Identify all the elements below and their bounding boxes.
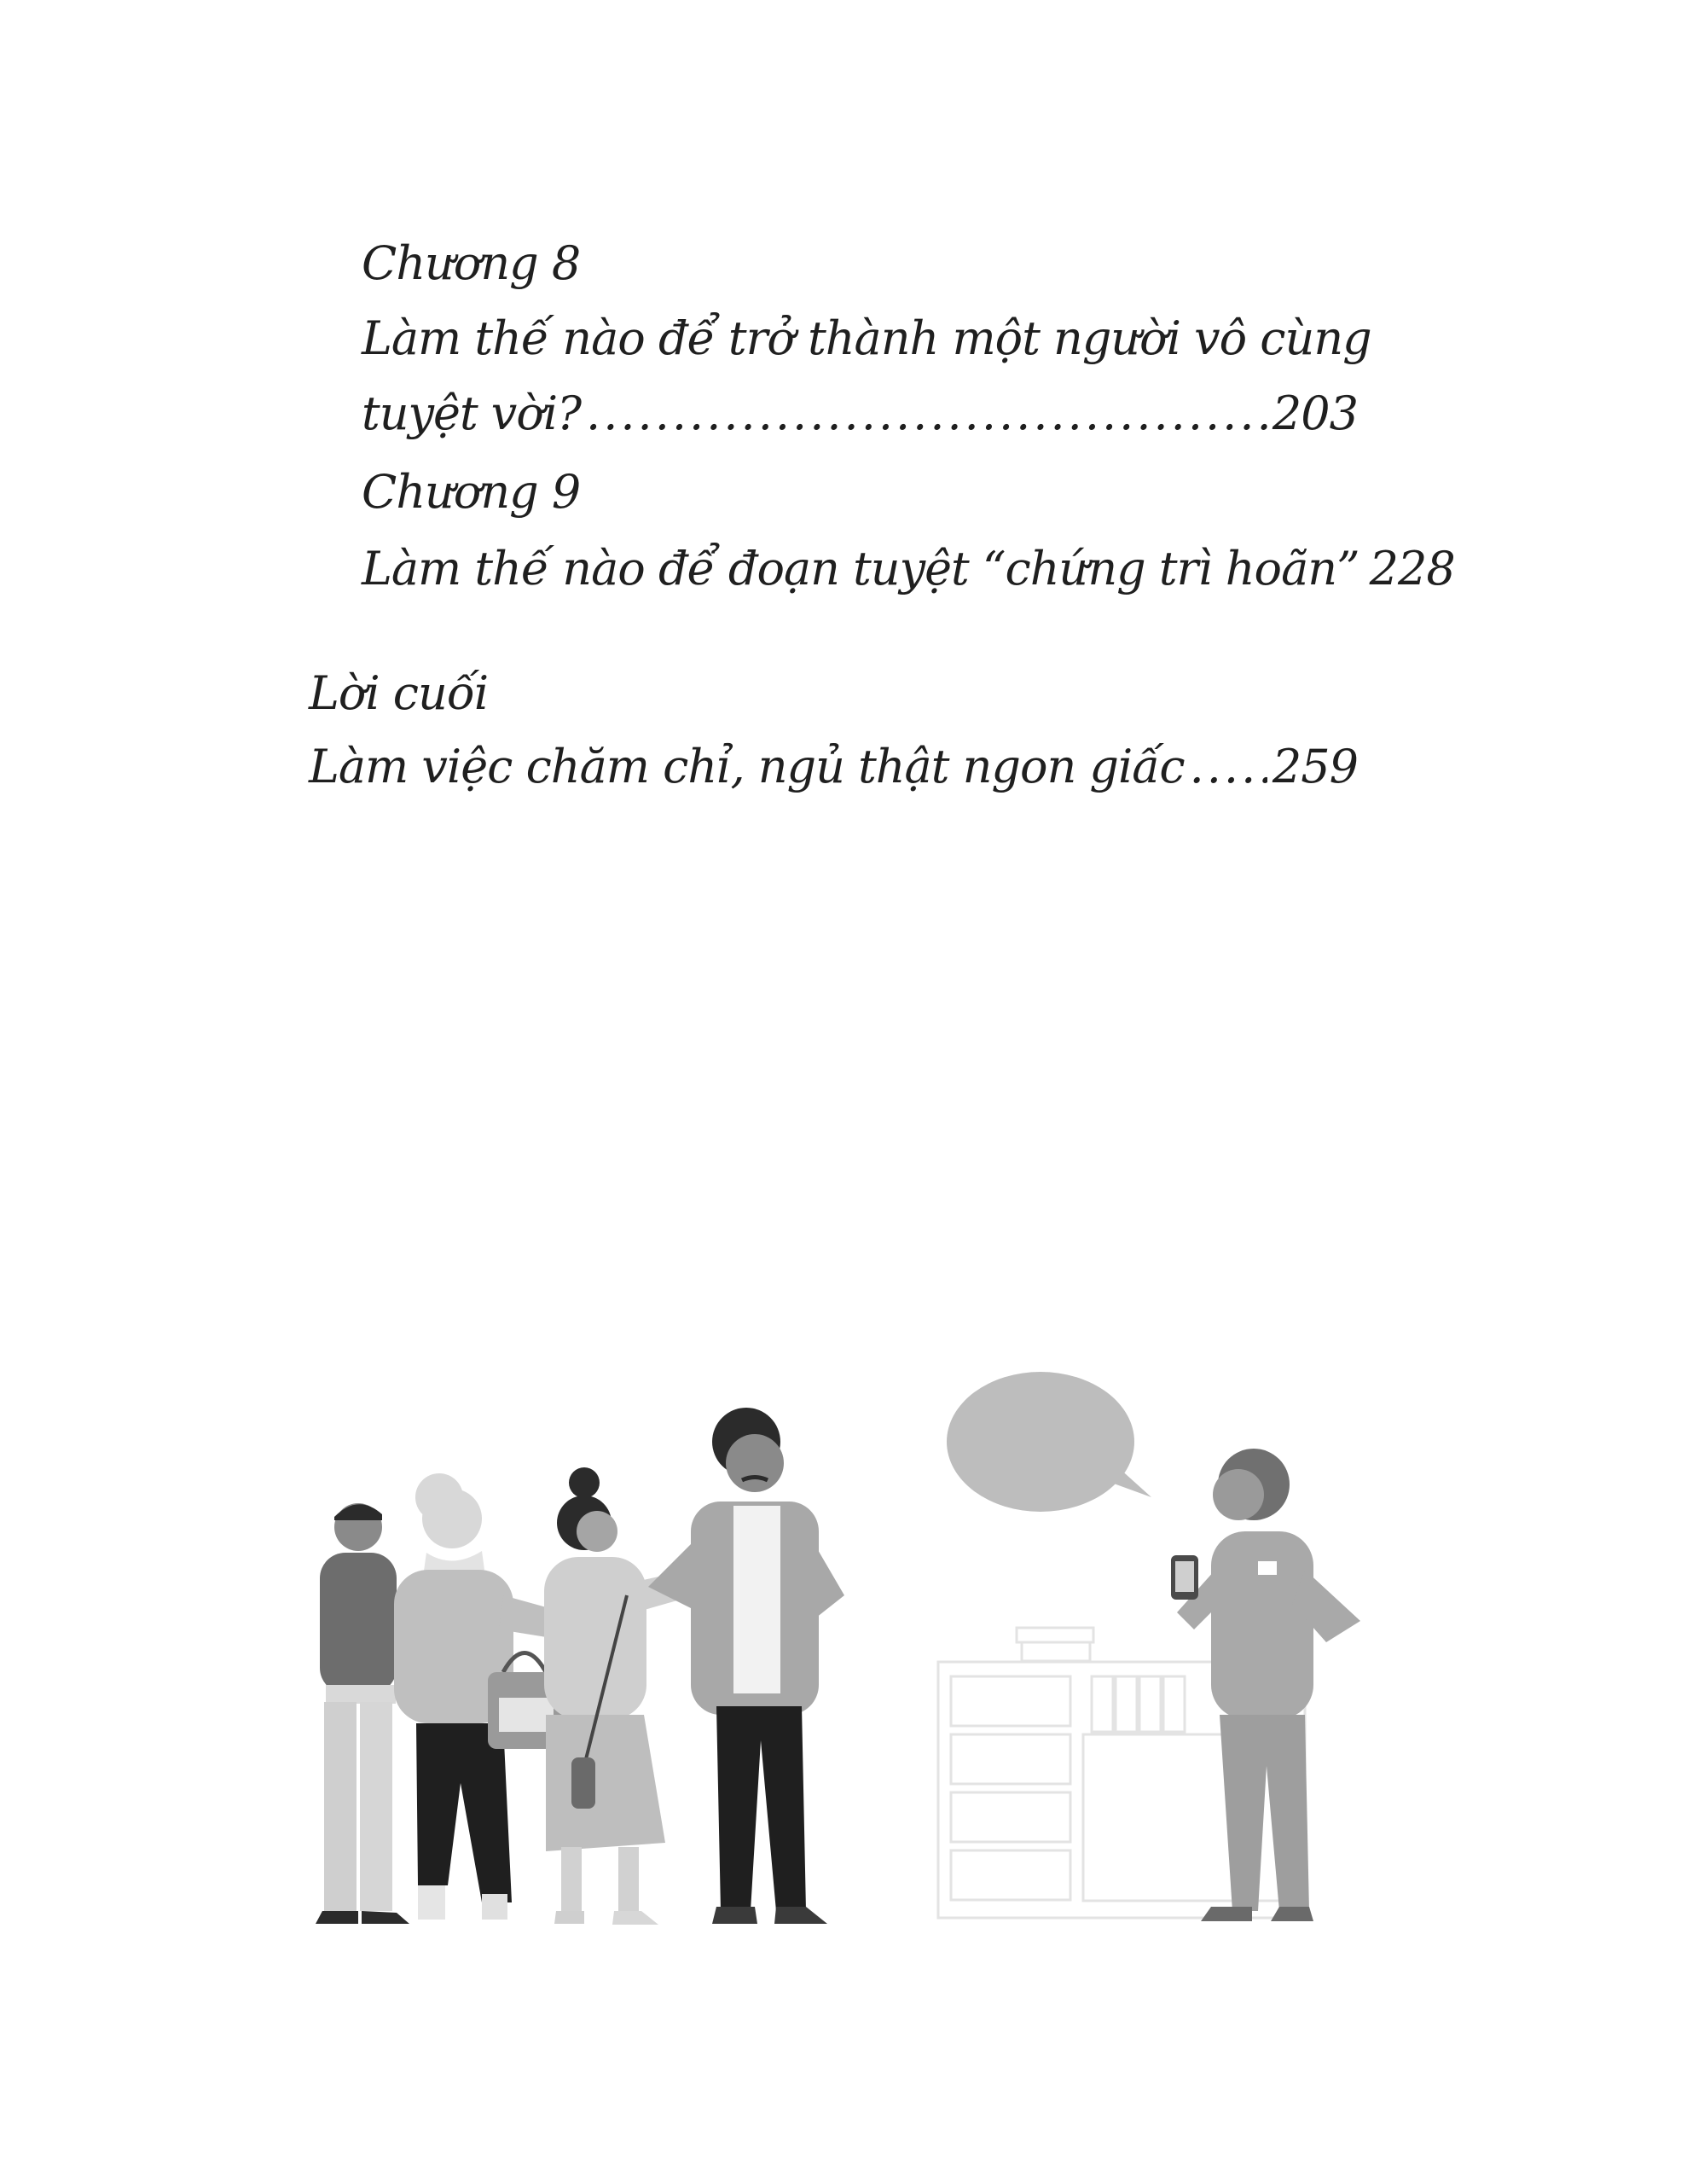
- chapter-8-label: Chương 8: [362, 236, 581, 290]
- speaker-person-icon: [1171, 1449, 1360, 1921]
- person-1-icon: [316, 1503, 409, 1924]
- chapter-8-title-line1: Làm thế nào để trở thành một người vô cùng: [362, 311, 1371, 365]
- person-4-icon: [648, 1408, 844, 1924]
- chapter-9-title: Làm thế nào để đoạn tuyệt “chứng trì hoãn”: [362, 542, 1359, 595]
- chapter-8-page: 203: [1272, 386, 1358, 440]
- chapter-9-label: Chương 9: [362, 465, 581, 519]
- speech-bubble-icon: [947, 1372, 1151, 1512]
- chapter-8-title-line2: tuyệt vời?: [362, 386, 582, 440]
- people-group-listening-to-speaker-icon: [290, 1339, 1390, 1954]
- epilogue-label: Lời cuối: [309, 666, 489, 720]
- chapter-9-entry[interactable]: [362, 542, 1455, 595]
- leader-dots: [1190, 744, 1267, 790]
- leader-dots: [586, 391, 1267, 437]
- epilogue-entry[interactable]: [309, 740, 1358, 793]
- phone-icon: [1171, 1555, 1198, 1600]
- chapter-8-entry[interactable]: [362, 386, 1358, 440]
- epilogue-title: Làm việc chăm chỉ, ngủ thật ngon giấc: [309, 740, 1185, 793]
- epilogue-page: 259: [1272, 740, 1358, 793]
- person-3-icon: [544, 1467, 695, 1925]
- chapter-9-page: 228: [1369, 542, 1455, 595]
